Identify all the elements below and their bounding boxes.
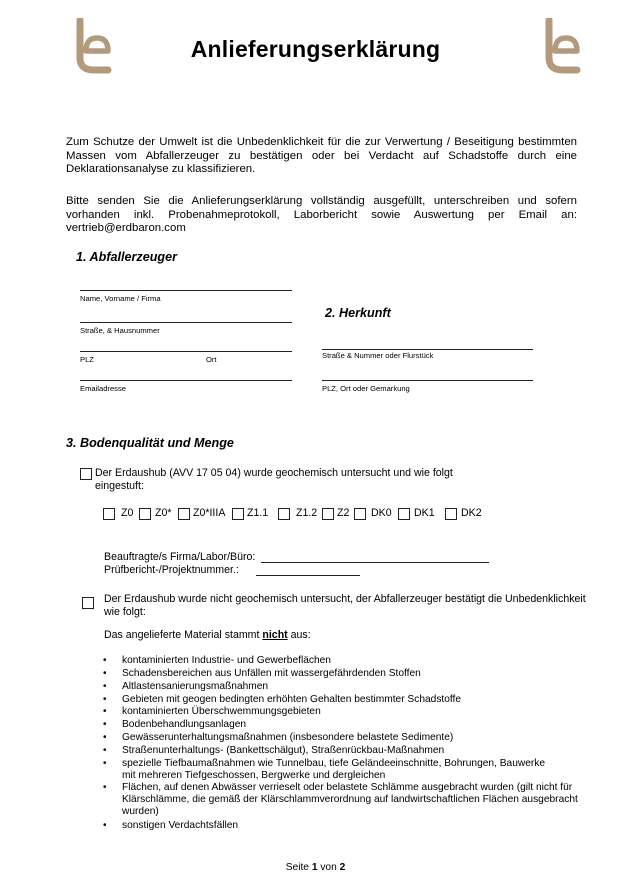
- list-item: kontaminierten Industrie- und Gewerbeflächen: [122, 655, 331, 666]
- bullet-marker: •: [103, 681, 107, 692]
- option-analysed-checkbox[interactable]: [80, 468, 92, 480]
- grade-label-z0-star: Z0*: [155, 507, 172, 519]
- bullet-marker: •: [103, 719, 107, 730]
- grade-label-z0: Z0: [121, 507, 134, 519]
- intro-paragraph-2: Bitte senden Sie die Anlieferungserklärung vollständig ausgefüllt, unterschreiben und sofern vorhanden inkl. Probenahmeprotokoll, Laborbericht sowie Auswertung per Email an: vertrieb@erdbaron.com: [66, 195, 577, 234]
- name-field[interactable]: [80, 290, 292, 291]
- bullet-marker: •: [103, 782, 107, 793]
- bullet-marker: •: [103, 668, 107, 679]
- bullet-marker: •: [103, 732, 107, 743]
- email-field-label: Emailadresse: [80, 384, 127, 393]
- list-item: Bodenbehandlungsanlagen: [122, 719, 247, 730]
- grade-checkbox-z2[interactable]: [322, 508, 334, 520]
- material-origin-statement: Das angelieferte Material stammt nicht aus:: [104, 629, 311, 641]
- list-item: sonstigen Verdachtsfällen: [122, 820, 239, 831]
- intro-paragraph-1: Zum Schutze der Umwelt ist die Unbedenklichkeit für die zur Verwertung / Beseitigung bestimmten Massen vom Abfallerzeuger zu bestätigen oder bei Verdacht auf Schadstoffe durch eine Deklarationsanalyse zu klassifizieren.: [66, 136, 577, 175]
- origin-street-label: Straße & Nummer oder Flurstück: [322, 351, 434, 360]
- email-field[interactable]: [80, 380, 292, 381]
- list-item: Gewässerunterhaltungsmaßnahmen (insbesondere belastete Sedimente): [122, 732, 454, 743]
- origin-street-field[interactable]: [322, 349, 533, 350]
- grade-checkbox-z1-1[interactable]: [232, 508, 244, 520]
- grade-label-dk0: DK0: [371, 507, 392, 519]
- bullet-marker: •: [103, 694, 107, 705]
- grade-label-z0-iiia: Z0*IIIA: [193, 507, 226, 519]
- street-field[interactable]: [80, 322, 292, 323]
- grade-checkbox-dk1[interactable]: [398, 508, 410, 520]
- list-item: Straßenunterhaltungs- (Bankettschälgut), Straßenrückbau-Maßnahmen: [122, 745, 445, 756]
- list-item: Flächen, auf denen Abwässer verrieselt oder belastete Schlämme ausgebracht wurden (gilt nicht für Klärschlämme, die gemäß der Klärschlammverordnung auf landwirtschaftlichen Flächen ausgebracht wurden): [122, 782, 578, 818]
- section-2-heading: 2. Herkunft: [325, 306, 391, 320]
- list-item: spezielle Tiefbaumaßnahmen wie Tunnelbau, tiefe Geländeeinschnitte, Bohrungen, Bauwerke mit mehreren Tiefgeschossen, Bergwerke und dergleichen: [122, 758, 546, 782]
- report-number-label: Prüfbericht-/Projektnummer.:: [104, 564, 239, 576]
- bullet-marker: •: [103, 745, 107, 756]
- plz-label: PLZ: [80, 355, 94, 364]
- option-analysed-text-2: eingestuft:: [95, 480, 144, 492]
- name-field-label: Name, Vorname / Firma: [80, 294, 161, 303]
- section-3-heading: 3. Bodenqualität und Menge: [66, 436, 234, 450]
- option-not-analysed-text-2: wie folgt:: [104, 606, 146, 618]
- grade-label-dk1: DK1: [414, 507, 435, 519]
- grade-checkbox-z1-2[interactable]: [278, 508, 290, 520]
- list-item: Altlastensanierungsmaßnahmen: [122, 681, 269, 692]
- bullet-marker: •: [103, 758, 107, 769]
- page-number: Seite 1 von 2: [285, 862, 346, 873]
- grade-checkbox-z0[interactable]: [103, 508, 115, 520]
- option-not-analysed-checkbox[interactable]: [82, 597, 94, 609]
- bullet-marker: •: [103, 706, 107, 717]
- grade-label-dk2: DK2: [461, 507, 482, 519]
- option-analysed-text-1: Der Erdaushub (AVV 17 05 04) wurde geochemisch untersucht und wie folgt: [95, 467, 453, 479]
- list-item: Gebieten mit geogen bedingten erhöhten Gehalten bestimmter Schadstoffe: [122, 694, 462, 705]
- origin-plz-label: PLZ, Ort oder Gemarkung: [322, 384, 410, 393]
- list-item: Schadensbereichen aus Unfällen mit wassergefährdenden Stoffen: [122, 668, 421, 679]
- plz-ort-field[interactable]: [80, 351, 292, 352]
- option-not-analysed-text-1: Der Erdaushub wurde nicht geochemisch untersucht, der Abfallerzeuger bestätigt die Unbedenklichkeit: [104, 593, 586, 605]
- grade-checkbox-dk0[interactable]: [354, 508, 366, 520]
- lab-field-label: Beauftragte/s Firma/Labor/Büro:: [104, 551, 256, 563]
- report-number-field[interactable]: [256, 575, 360, 576]
- list-item: kontaminierten Überschwemmungsgebieten: [122, 706, 321, 717]
- origin-plz-field[interactable]: [322, 380, 533, 381]
- bullet-marker: •: [103, 820, 107, 831]
- grade-label-z2: Z2: [337, 507, 350, 519]
- ort-label: Ort: [206, 355, 217, 364]
- grade-label-z1-2: Z1.2: [296, 507, 318, 519]
- street-field-label: Straße, & Hausnummer: [80, 326, 160, 335]
- bullet-marker: •: [103, 655, 107, 666]
- section-1-heading: 1. Abfallerzeuger: [76, 250, 178, 264]
- grade-checkbox-z0-iiia[interactable]: [178, 508, 190, 520]
- lab-field[interactable]: [261, 562, 489, 563]
- page-title: Anlieferungserklärung: [190, 36, 441, 62]
- grade-checkbox-z0-star[interactable]: [139, 508, 151, 520]
- grade-label-z1-1: Z1.1: [247, 507, 269, 519]
- grade-checkbox-dk2[interactable]: [445, 508, 457, 520]
